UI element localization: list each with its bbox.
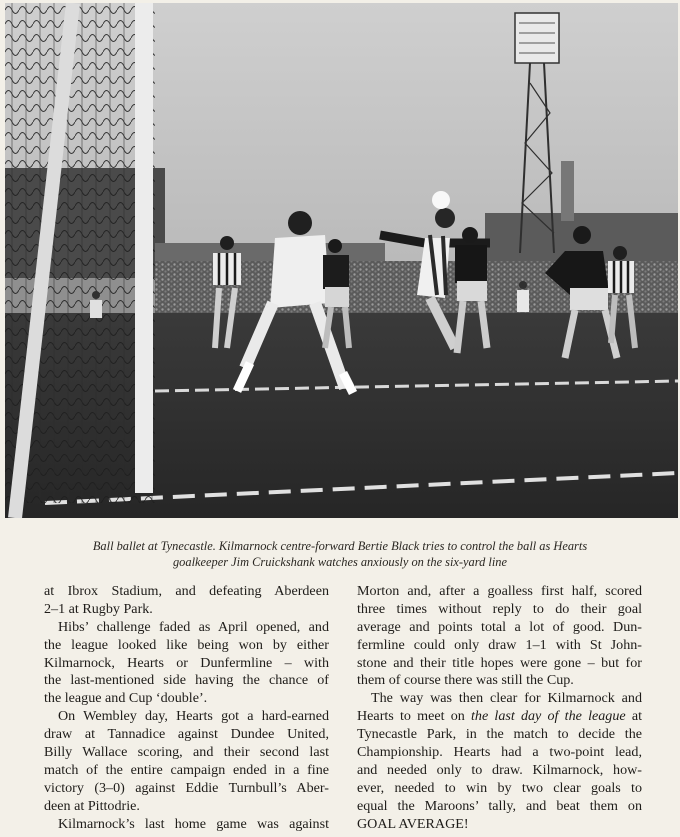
- text-line: Tynecastle Park, in the match to decide the: [357, 726, 642, 743]
- text-line: Kilmarnock, Hearts or Dunfermline – with: [44, 654, 329, 671]
- text-line: stone and their title hopes were gone – but for: [357, 654, 642, 671]
- text-line: average and points total a lot of good. Dun-: [357, 618, 642, 635]
- text-line: Billy Wallace scoring, and their second last: [44, 744, 329, 761]
- text-line: draw at Tannadice against Dundee United,: [44, 726, 329, 743]
- photo-caption: [20, 538, 660, 570]
- text-line: victory (3–0) against Eddie Turnbull’s Aber-: [44, 779, 329, 796]
- text-line: Hibs’ challenge faded as April opened, and: [58, 618, 329, 635]
- text-line: The way was then clear for Kilmarnock and: [371, 690, 642, 707]
- goal-post-right: [135, 3, 153, 493]
- text-line: Morton and, after a goalless first half, scored: [357, 583, 642, 599]
- text-line: GOAL AVERAGE!: [357, 815, 469, 832]
- text-line: ever, needed to win by two clear goals to: [357, 779, 642, 796]
- text-line: three times without reply to do their goal: [357, 600, 642, 617]
- text-line: Kilmarnock’s last home game was against: [58, 815, 329, 832]
- text-line: deen at Pittodrie.: [44, 797, 140, 814]
- caption-line-2: goalkeeper Jim Cruickshank watches anxiously on the six-yard line: [172, 555, 507, 569]
- text-line: and needed only to draw. Kilmarnock, how-: [357, 761, 642, 778]
- emphasis: the last day of the league: [471, 708, 626, 725]
- text-line: at Ibrox Stadium, and defeating Aberdeen: [44, 583, 329, 599]
- match-photograph: [5, 3, 678, 518]
- text-line: Championship. Hearts had a two-point lead,: [357, 744, 642, 761]
- text-line: 2–1 at Rugby Park.: [44, 600, 153, 617]
- text-line: On Wembley day, Hearts got a hard-earned: [58, 708, 329, 725]
- text-line: the league and Cup ‘double’.: [44, 690, 208, 707]
- text-line: match of the entire campaign ended in a fine: [44, 761, 329, 778]
- body-column-left: [44, 583, 329, 833]
- text-line: the last-mentioned side having the chance of: [44, 672, 329, 689]
- text-line: Hearts to meet on the last day of the league at: [357, 708, 643, 725]
- body-column-right: [357, 583, 642, 833]
- text-line: the league looked like being won by either: [44, 636, 329, 653]
- text-line: fermline could only draw 1–1 with St John-: [357, 636, 642, 653]
- caption-line-1: Ball ballet at Tynecastle. Kilmarnock centre-forward Bertie Black tries to control the ball as Hearts: [92, 539, 588, 553]
- text-line: them of course there was still the Cup.: [357, 672, 574, 689]
- football: [432, 191, 450, 209]
- text-line: equal the Maroons’ tally, and beat them on: [357, 797, 642, 814]
